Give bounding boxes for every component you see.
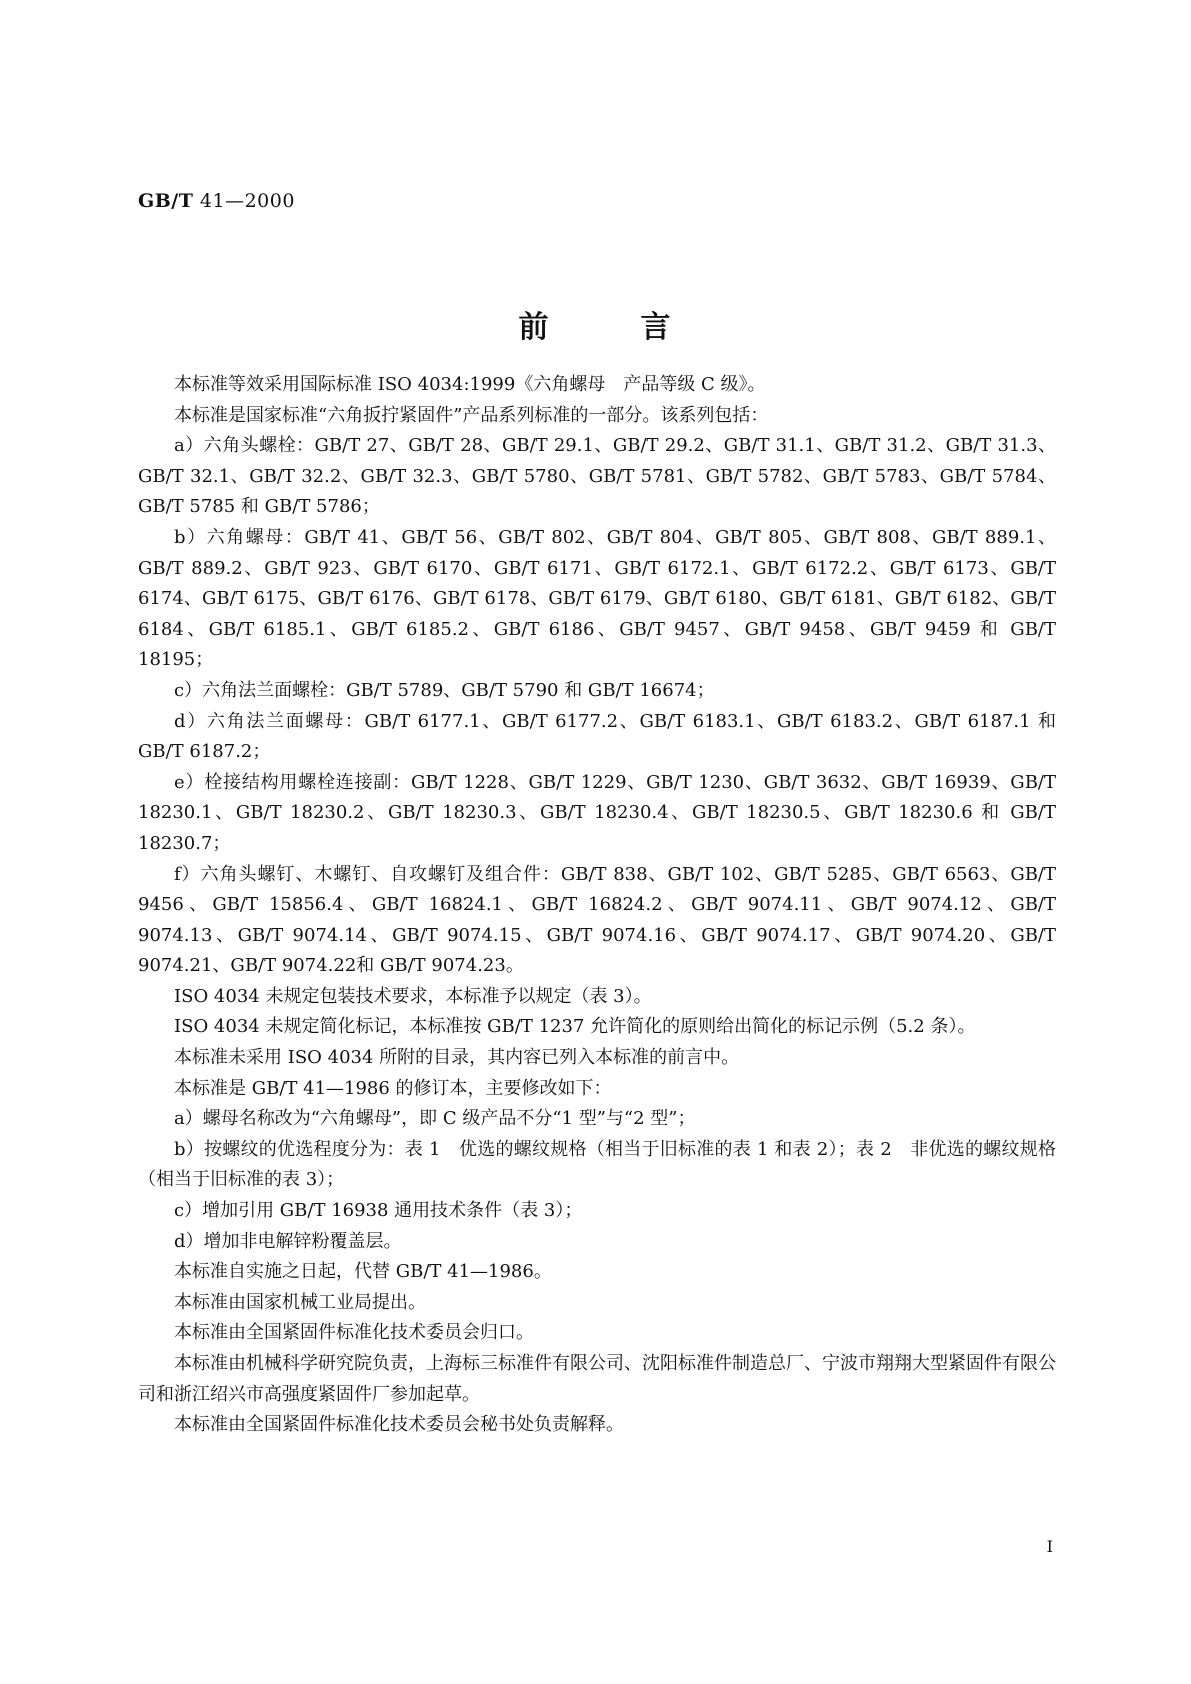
paragraph: ISO 4034 未规定简化标记，本标准按 GB/T 1237 允许简化的原则给出简化的标记示例（5.2 条）。 — [174, 1016, 976, 1038]
foreword-body — [138, 370, 1056, 1441]
page-title-char-1: 前 — [518, 310, 551, 345]
page-number: I — [1046, 1537, 1053, 1556]
list-item: d）六角法兰面螺母：GB/T 6177.1、GB/T 6177.2、GB/T 6183.1、GB/T 6183.2、GB/T 6187.1 和 GB/T 6187.2； — [138, 710, 1056, 763]
standard-code — [138, 190, 295, 212]
paragraph: 本标准是国家标准“六角扳拧紧固件”产品系列标准的一部分。该系列包括： — [174, 404, 769, 426]
list-item: f）六角头螺钉、木螺钉、自攻螺钉及组合件：GB/T 838、GB/T 102、GB/T 5285、GB/T 6563、GB/T 9456、GB/T 15856.4、GB/T 16824.1、GB/T 16824.2、GB/T 9074.11、GB/T 9074.12、GB/T 9074.13、GB/T 9074.14、GB/T 9074.15、GB/T 9074.16、GB/T 9074.17、GB/T 9074.20、GB/T 9074.21、GB/T 9074.22和 GB/T 9074.23。 — [138, 863, 1056, 977]
page-title-char-2: 言 — [640, 310, 673, 345]
paragraph: 本标准等效采用国际标准 ISO 4034:1999《六角螺母 产品等级 C 级》。 — [174, 374, 766, 395]
paragraph: 本标准由全国紧固件标准化技术委员会秘书处负责解释。 — [174, 1414, 624, 1436]
paragraph: 本标准是 GB/T 41—1986 的修订本，主要修改如下： — [174, 1077, 612, 1099]
list-item: c）六角法兰面螺栓：GB/T 5789、GB/T 5790 和 GB/T 16674； — [174, 679, 715, 701]
standard-code-number: 41—2000 — [199, 190, 295, 212]
list-item: b）六角螺母：GB/T 41、GB/T 56、GB/T 802、GB/T 804、GB/T 805、GB/T 808、GB/T 889.1、GB/T 889.2、GB/T 923、GB/T 6170、GB/T 6171、GB/T 6172.1、GB/T 6172.2、GB/T 6173、GB/T 6174、GB/T 6175、GB/T 6176、GB/T 6178、GB/T 6179、GB/T 6180、GB/T 6181、GB/T 6182、GB/T 6184、GB/T 6185.1、GB/T 6185.2、GB/T 6186、GB/T 9457、GB/T 9458、GB/T 9459 和 GB/T 18195； — [138, 526, 1056, 671]
list-item: a）螺母名称改为“六角螺母”，即 C 级产品不分“1 型”与“2 型”； — [174, 1108, 696, 1130]
paragraph: 本标准由全国紧固件标准化技术委员会归口。 — [174, 1322, 534, 1344]
list-item: a）六角头螺栓：GB/T 27、GB/T 28、GB/T 29.1、GB/T 29.2、GB/T 31.1、GB/T 31.2、GB/T 31.3、GB/T 32.1、GB/T 32.2、GB/T 32.3、GB/T 5780、GB/T 5781、GB/T 5782、GB/T 5783、GB/T 5784、GB/T 5785 和 GB/T 5786； — [138, 435, 1056, 518]
paragraph: 本标准自实施之日起，代替 GB/T 41—1986。 — [174, 1261, 552, 1283]
page-title — [0, 302, 1191, 346]
list-item: c）增加引用 GB/T 16938 通用技术条件（表 3）； — [174, 1200, 583, 1222]
standard-code-prefix: GB/T — [138, 190, 194, 212]
paragraph: 本标准未采用 ISO 4034 所附的目录，其内容已列入本标准的前言中。 — [174, 1047, 740, 1069]
paragraph: 本标准由国家机械工业局提出。 — [174, 1291, 426, 1313]
paragraph: ISO 4034 未规定包装技术要求，本标准予以规定（表 3）。 — [174, 985, 652, 1007]
paragraph: 本标准由机械科学研究院负责，上海标三标准件有限公司、沈阳标准件制造总厂、宁波市翔翔大型紧固件有限公司和浙江绍兴市高强度紧固件厂参加起草。 — [138, 1353, 1056, 1405]
list-item: e）栓接结构用螺栓连接副：GB/T 1228、GB/T 1229、GB/T 1230、GB/T 3632、GB/T 16939、GB/T 18230.1、GB/T 18230.2、GB/T 18230.3、GB/T 18230.4、GB/T 18230.5、GB/T 18230.6 和 GB/T 18230.7； — [138, 771, 1056, 854]
list-item: d）增加非电解锌粉覆盖层。 — [174, 1230, 402, 1252]
list-item: b）按螺纹的优选程度分为：表 1 优选的螺纹规格（相当于旧标准的表 1 和表 2）；表 2 非优选的螺纹规格（相当于旧标准的表 3）； — [138, 1138, 1056, 1191]
